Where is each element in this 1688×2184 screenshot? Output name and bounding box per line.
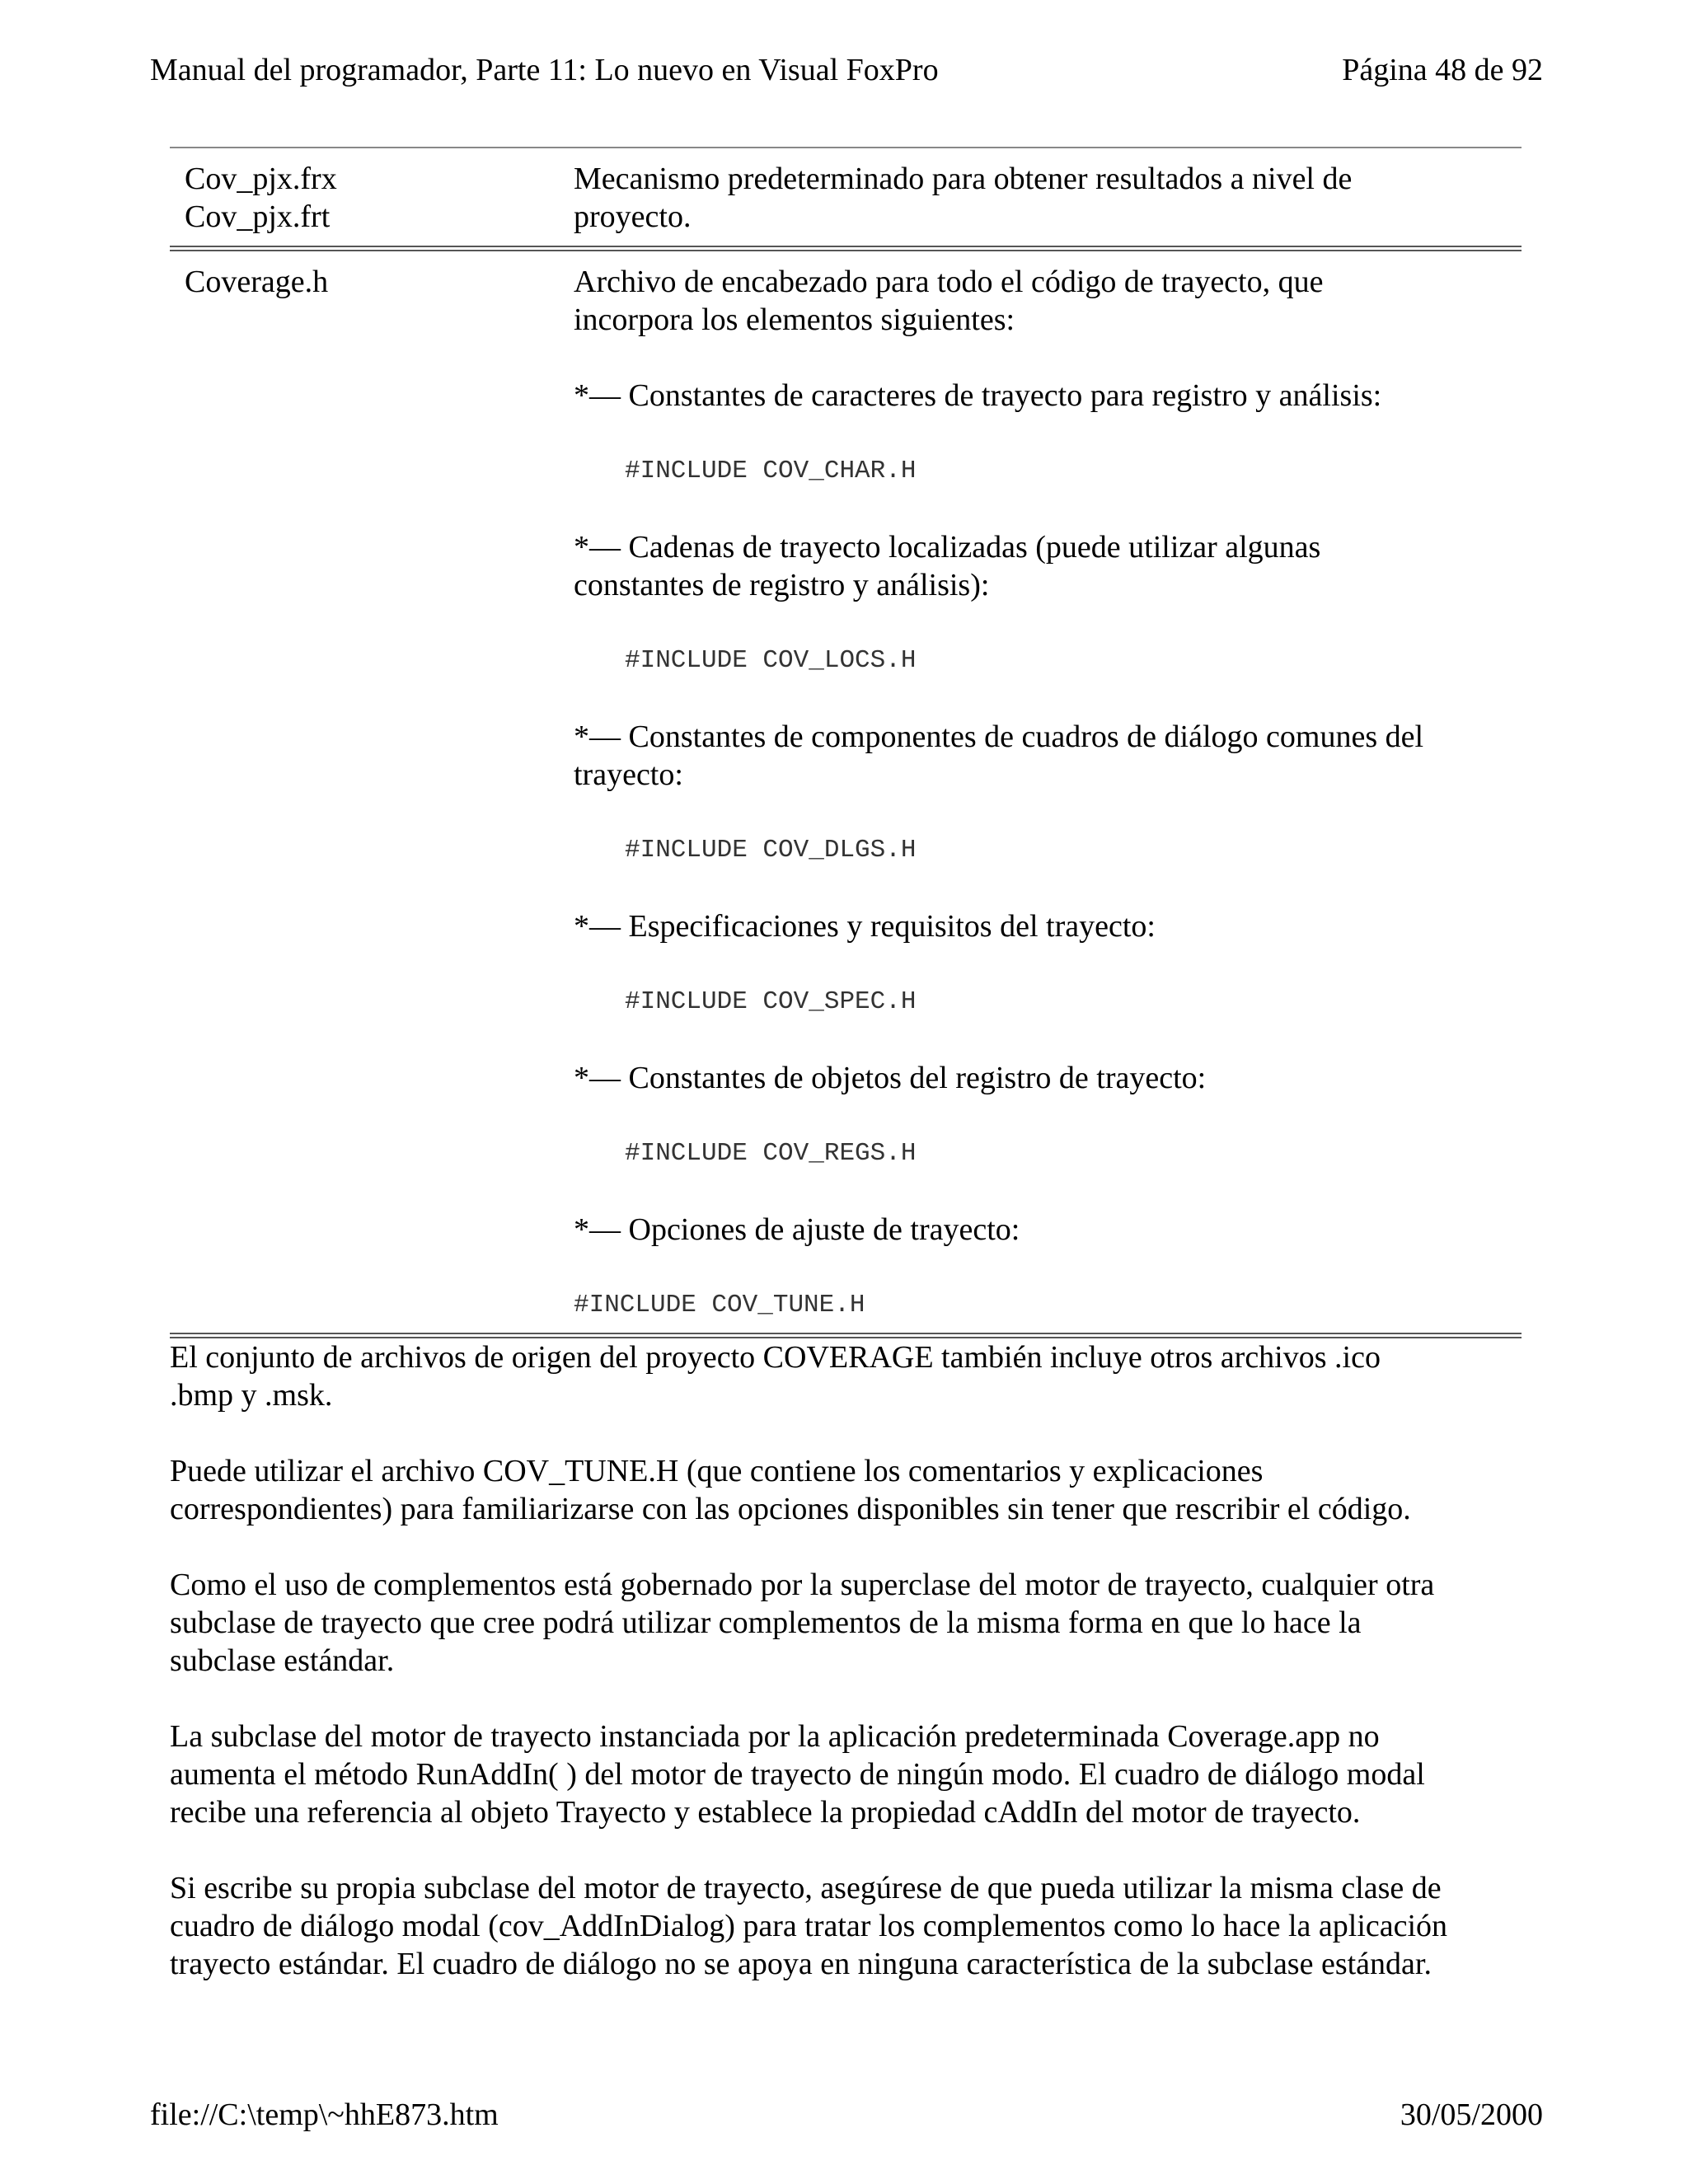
file-description-cell (574, 160, 1522, 236)
paragraph (170, 1718, 1538, 1831)
include-directive: #INCLUDE COV_REGS.H (625, 1139, 917, 1168)
paragraph-line: La subclase del motor de trayecto instanciada por la aplicación predeterminada Coverage.app no (170, 1719, 1380, 1754)
paragraph-line: correspondientes) para familiarizarse con las opciones disponibles sin tener que rescribir el código. (170, 1492, 1411, 1526)
include-directive: #INCLUDE COV_DLGS.H (625, 836, 917, 865)
file-name-cell (170, 160, 574, 236)
paragraph (170, 1338, 1538, 1414)
include-comment: constantes de registro y análisis): (574, 568, 990, 602)
description-line: incorpora los elementos siguientes: (574, 302, 1015, 337)
description-line: proyecto. (574, 199, 692, 234)
table-row-cov-pjx (170, 148, 1522, 246)
paragraph-line: Si escribe su propia subclase del motor de trayecto, asegúrese de que pueda utilizar la misma clase de (170, 1871, 1442, 1905)
table-row-coverage-h (170, 251, 1522, 1333)
page-number: Página 48 de 92 (1342, 53, 1543, 87)
paragraph-line: subclase de trayecto que cree podrá utilizar complementos de la misma forma en que lo hace la (170, 1605, 1362, 1640)
file-name-line: Coverage.h (185, 265, 329, 299)
document-title: Manual del programador, Parte 11: Lo nuevo en Visual FoxPro (150, 53, 939, 87)
paragraph-line: .bmp y .msk. (170, 1378, 333, 1413)
description-line: Archivo de encabezado para todo el código de trayecto, que (574, 265, 1324, 299)
file-path: file://C:\temp\~hhE873.htm (150, 2097, 499, 2132)
include-comment: *— Opciones de ajuste de trayecto: (574, 1212, 1020, 1247)
include-comment: *— Constantes de componentes de cuadros de diálogo comunes del (574, 719, 1424, 754)
paragraph-line: Puede utilizar el archivo COV_TUNE.H (que contiene los comentarios y explicaciones (170, 1454, 1264, 1488)
paragraph-line: cuadro de diálogo modal (cov_AddInDialog) para tratar los complementos como lo hace la aplicación (170, 1909, 1448, 1943)
paragraph-line: recibe una referencia al objeto Trayecto y establece la propiedad cAddIn del motor de trayecto. (170, 1795, 1361, 1830)
paragraph-line: Como el uso de complementos está gobernado por la superclase del motor de trayecto, cualquier otra (170, 1568, 1435, 1602)
table-row-divider (170, 246, 1522, 251)
page-footer (150, 2090, 1543, 2139)
print-date: 30/05/2000 (1400, 2097, 1543, 2132)
include-comment: trayecto: (574, 757, 683, 792)
body-text (170, 1338, 1538, 2021)
paragraph-line: subclase estándar. (170, 1643, 395, 1678)
include-comment: *— Constantes de caracteres de trayecto para registro y análisis: (574, 378, 1382, 413)
file-name-line: Cov_pjx.frt (185, 199, 331, 234)
paragraph-line: trayecto estándar. El cuadro de diálogo no se apoya en ninguna característica de la subclase estándar. (170, 1947, 1432, 1981)
file-name-line: Cov_pjx.frx (185, 162, 337, 196)
include-comment: *— Especificaciones y requisitos del trayecto: (574, 909, 1156, 944)
include-directive: #INCLUDE COV_TUNE.H (574, 1291, 865, 1319)
include-directive: #INCLUDE COV_LOCS.H (625, 646, 917, 675)
table-bottom-rule (170, 1333, 1522, 1338)
paragraph (170, 1869, 1538, 1983)
include-comment: *— Cadenas de trayecto localizadas (puede utilizar algunas (574, 530, 1321, 565)
include-comment: *— Constantes de objetos del registro de trayecto: (574, 1061, 1207, 1095)
file-table (170, 147, 1522, 1338)
include-directive: #INCLUDE COV_SPEC.H (625, 987, 917, 1016)
paragraph-line: El conjunto de archivos de origen del proyecto COVERAGE también incluye otros archivos .ico (170, 1340, 1381, 1375)
page-header (150, 45, 1543, 95)
file-description-cell (574, 263, 1522, 1324)
include-directive: #INCLUDE COV_CHAR.H (625, 457, 917, 485)
file-name-cell (170, 263, 574, 1324)
paragraph (170, 1452, 1538, 1528)
paragraph (170, 1566, 1538, 1680)
description-line: Mecanismo predeterminado para obtener resultados a nivel de (574, 162, 1353, 196)
paragraph-line: aumenta el método RunAddIn( ) del motor de trayecto de ningún modo. El cuadro de diálogo modal (170, 1757, 1425, 1792)
